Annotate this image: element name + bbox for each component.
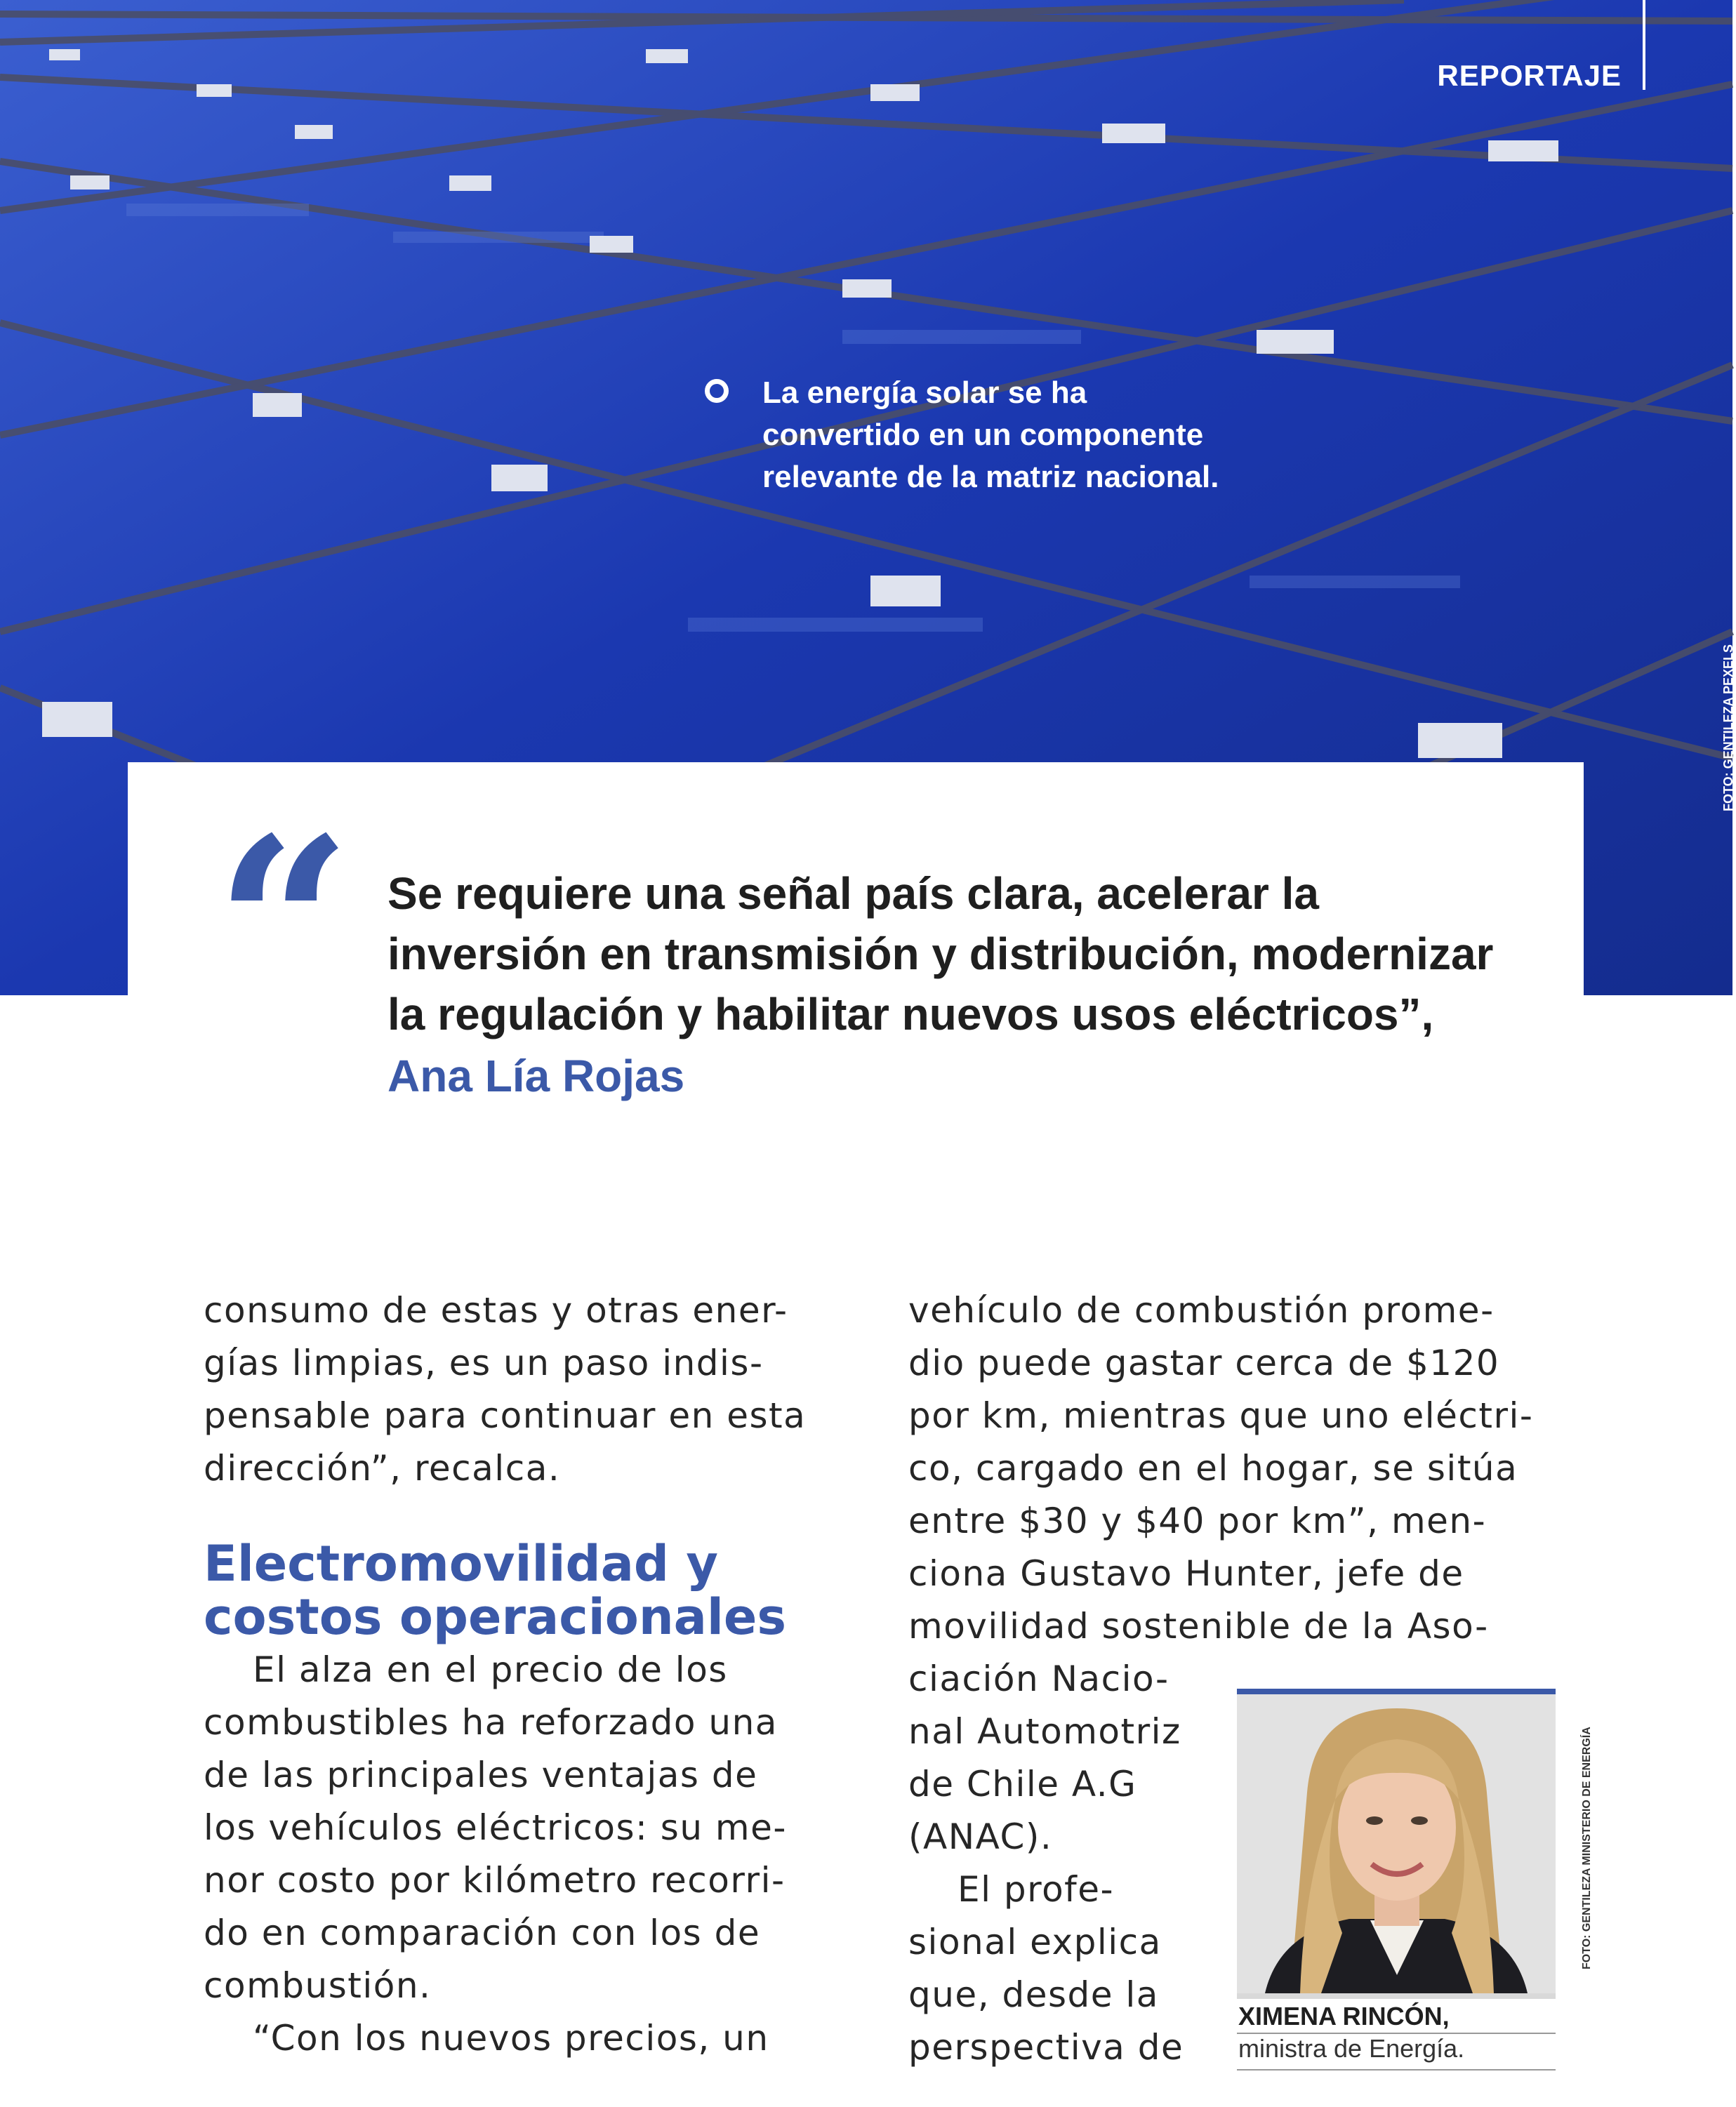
text-line: ciona Gustavo Hunter, jefe de (908, 1553, 1464, 1594)
divider (1237, 2069, 1556, 2071)
caption-bullet-icon (705, 379, 729, 403)
text-line: perspectiva de (908, 2027, 1184, 2068)
paragraph (204, 1284, 863, 1495)
quote-author: Ana Lía Rojas (387, 1051, 685, 1101)
text-line: consumo de estas y otras ener- (204, 1290, 788, 1331)
text-line: movilidad sostenible de la Aso- (908, 1606, 1489, 1647)
photo-caption (762, 372, 1324, 498)
text-line: do en comparación con los de (204, 1913, 761, 1953)
text-line: de las principales ventajas de (204, 1755, 758, 1795)
text-line: dirección”, recalca. (204, 1448, 561, 1489)
paragraph (204, 1644, 863, 2012)
text-line: sional explica (908, 1922, 1162, 1962)
text-line: dio puede gastar cerca de $120 (908, 1343, 1500, 1383)
quote-line: inversión en transmisión y distribución, modernizar (387, 929, 1494, 979)
text-line: combustión. (204, 1965, 432, 2006)
quote-mark-icon: “ (215, 786, 352, 1066)
caption-line: La energía solar se ha (762, 375, 1087, 410)
quote-line: la regulación y habilitar nuevos usos eléctricos”, (387, 989, 1434, 1039)
text-line: co, cargado en el hogar, se sitúa (908, 1448, 1518, 1489)
text-line: combustibles ha reforzado una (204, 1702, 778, 1743)
subheading-line: Electromovilidad y (204, 1535, 718, 1593)
quote-line: Se requiere una señal país clara, acelerar la (387, 868, 1319, 919)
person-portrait-illustration (1237, 1694, 1556, 1993)
text-line: vehículo de combustión prome- (908, 1290, 1495, 1331)
text-line: nal Automotriz (908, 1711, 1181, 1752)
subheading-line: costos operacionales (204, 1588, 787, 1646)
text-line: ciación Nacio- (908, 1659, 1170, 1699)
text-line: El alza en el precio de los (253, 1649, 728, 1690)
text-line: entre $30 y $40 por km”, men- (908, 1501, 1487, 1541)
text-line: pensable para continuar en esta (204, 1395, 807, 1436)
text-line: los vehículos eléctricos: su me- (204, 1807, 787, 1848)
pull-quote-text (387, 863, 1553, 1044)
section-rule (1643, 0, 1645, 90)
text-line: gías limpias, es un paso indis- (204, 1343, 764, 1383)
text-line: que, desde la (908, 1974, 1159, 2015)
portrait-name: XIMENA RINCÓN, (1238, 2002, 1450, 2030)
text-line: por km, mientras que uno eléctri- (908, 1395, 1534, 1436)
left-column (204, 1284, 863, 2065)
text-line: nor costo por kilómetro recorri- (204, 1860, 786, 1901)
portrait-photo (1237, 1689, 1556, 1999)
text-line: El profe- (958, 1869, 1115, 1910)
section-tag: REPORTAJE (1437, 59, 1622, 92)
paragraph (204, 2012, 863, 2065)
text-line: de Chile A.G (908, 1764, 1137, 1804)
portrait-role: ministra de Energía. (1238, 2034, 1465, 2063)
section-subheading (204, 1537, 863, 1644)
photo-credit: FOTO: GENTILEZA PEXELS (1721, 644, 1735, 811)
caption-line: convertido en un componente (762, 418, 1204, 452)
caption-line: relevante de la matriz nacional. (762, 460, 1219, 494)
portrait-credit: FOTO: GENTILEZA MINISTERIO DE ENERGÍA (1581, 1727, 1593, 1969)
text-line: “Con los nuevos precios, un (253, 2018, 769, 2059)
text-line: (ANAC). (908, 1816, 1053, 1857)
